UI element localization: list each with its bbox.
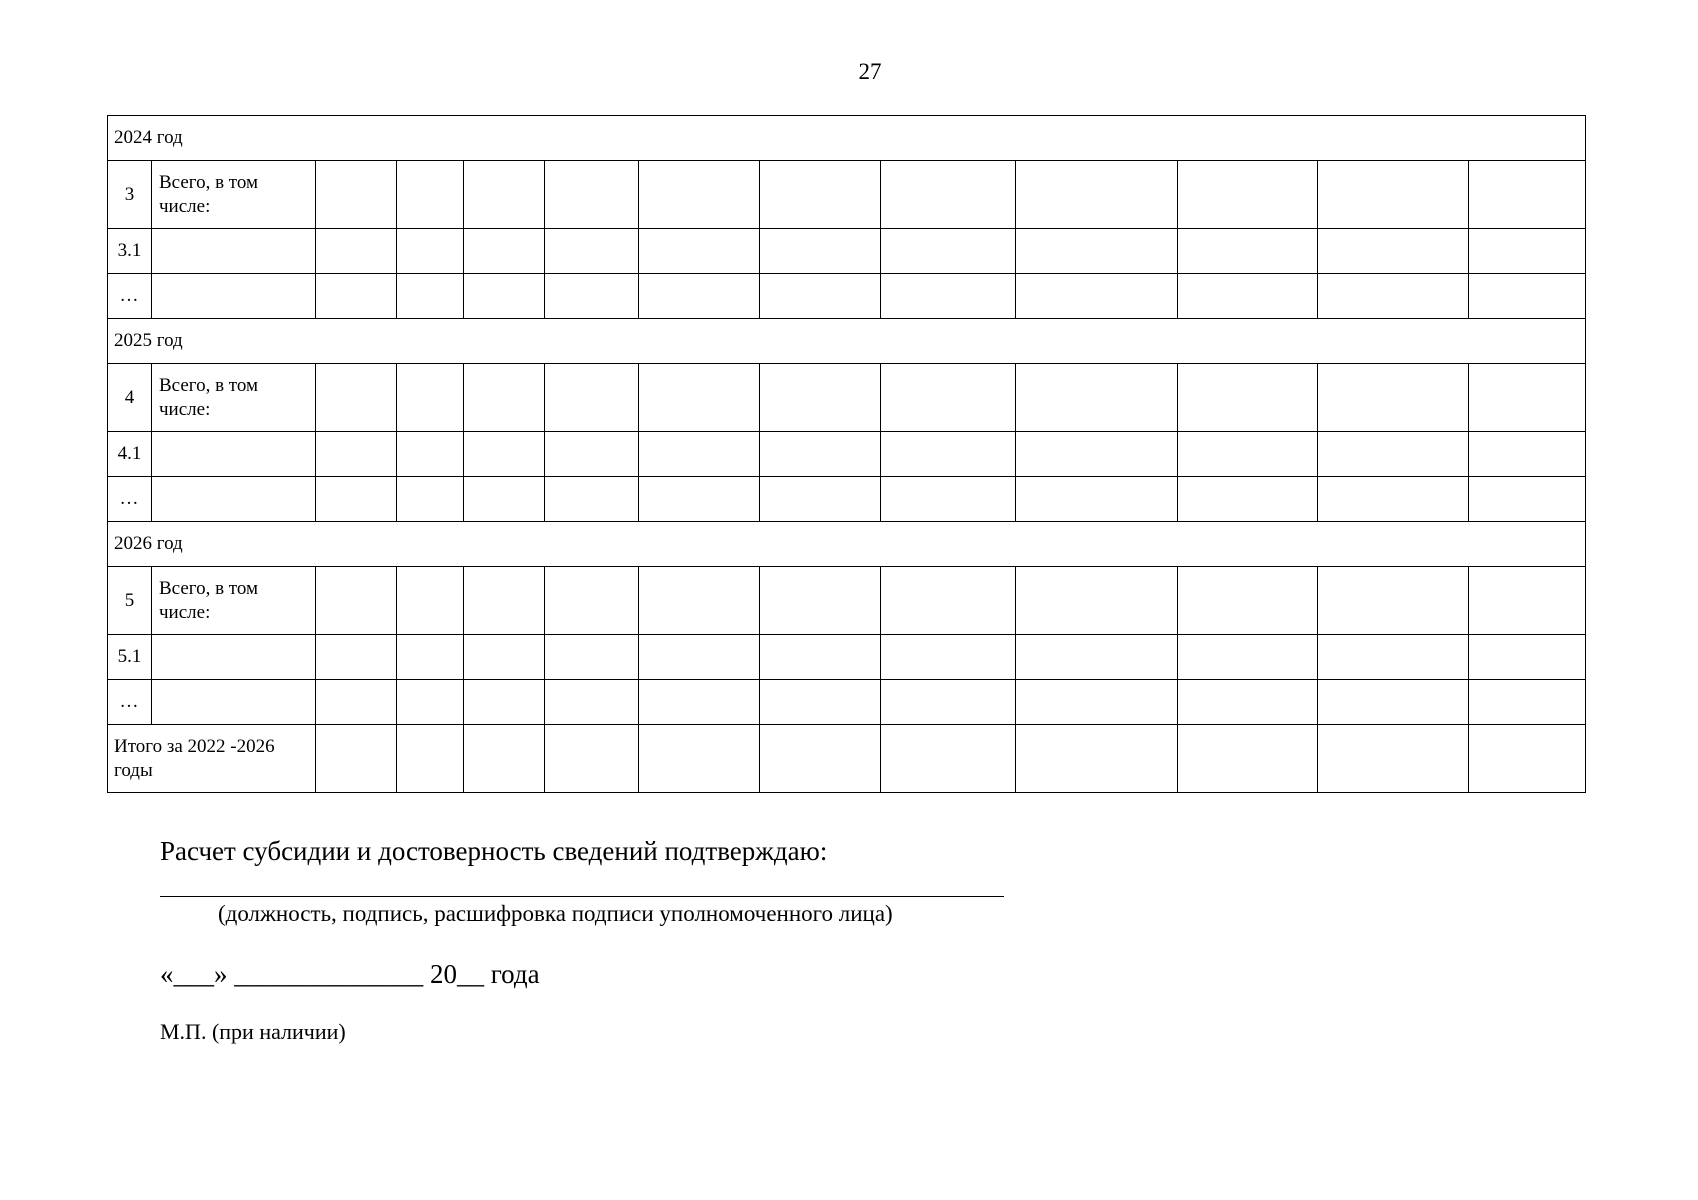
stamp-note: М.П. (при наличии) — [160, 1019, 346, 1044]
row-number: 4.1 — [108, 432, 152, 477]
empty-cell — [397, 229, 464, 274]
row-number: 5 — [108, 567, 152, 635]
empty-cell — [316, 432, 397, 477]
empty-cell — [881, 432, 1016, 477]
empty-cell — [760, 567, 881, 635]
empty-cell — [760, 229, 881, 274]
empty-cell — [545, 477, 639, 522]
empty-cell — [464, 432, 545, 477]
row-number: … — [108, 274, 152, 319]
continuation-row — [108, 274, 1586, 319]
section-total-row — [108, 364, 1586, 432]
empty-cell — [1318, 635, 1469, 680]
empty-cell — [881, 161, 1016, 229]
empty-cell — [1469, 161, 1586, 229]
date-line: «___» ______________ 20__ года — [160, 959, 540, 989]
year-label: 2025 год — [108, 319, 1586, 364]
empty-cell — [316, 161, 397, 229]
empty-cell — [639, 635, 760, 680]
grand-total-label: Итого за 2022 -2026 годы — [108, 725, 316, 793]
empty-cell — [545, 567, 639, 635]
empty-cell — [1469, 635, 1586, 680]
empty-cell — [545, 635, 639, 680]
empty-cell — [1318, 725, 1469, 793]
empty-cell — [1469, 680, 1586, 725]
empty-cell — [881, 274, 1016, 319]
empty-cell — [464, 477, 545, 522]
empty-cell — [545, 229, 639, 274]
empty-cell — [397, 680, 464, 725]
year-label: 2026 год — [108, 522, 1586, 567]
section-total-row — [108, 161, 1586, 229]
row-label — [152, 432, 316, 477]
empty-cell — [545, 432, 639, 477]
section-total-row — [108, 567, 1586, 635]
grand-total-row — [108, 725, 1586, 793]
empty-cell — [639, 274, 760, 319]
empty-cell — [760, 274, 881, 319]
empty-cell — [464, 635, 545, 680]
empty-cell — [1016, 161, 1178, 229]
row-label — [152, 680, 316, 725]
empty-cell — [1318, 274, 1469, 319]
empty-cell — [397, 477, 464, 522]
empty-cell — [316, 635, 397, 680]
empty-cell — [545, 274, 639, 319]
empty-cell — [1016, 274, 1178, 319]
empty-cell — [881, 229, 1016, 274]
year-row — [108, 319, 1586, 364]
continuation-row — [108, 477, 1586, 522]
empty-cell — [464, 161, 545, 229]
empty-cell — [1469, 725, 1586, 793]
empty-cell — [545, 680, 639, 725]
empty-cell — [760, 477, 881, 522]
empty-cell — [464, 567, 545, 635]
empty-cell — [881, 477, 1016, 522]
empty-cell — [397, 432, 464, 477]
empty-cell — [1318, 477, 1469, 522]
empty-cell — [316, 567, 397, 635]
sub-row — [108, 229, 1586, 274]
empty-cell — [1178, 229, 1318, 274]
empty-cell — [760, 635, 881, 680]
empty-cell — [545, 161, 639, 229]
empty-cell — [464, 680, 545, 725]
row-label: Всего, в том числе: — [152, 161, 316, 229]
empty-cell — [639, 567, 760, 635]
empty-cell — [1469, 477, 1586, 522]
empty-cell — [1016, 432, 1178, 477]
empty-cell — [1318, 364, 1469, 432]
empty-cell — [397, 725, 464, 793]
empty-cell — [1016, 635, 1178, 680]
empty-cell — [316, 274, 397, 319]
empty-cell — [316, 680, 397, 725]
empty-cell — [1178, 274, 1318, 319]
empty-cell — [1469, 364, 1586, 432]
empty-cell — [1469, 567, 1586, 635]
row-number: … — [108, 680, 152, 725]
empty-cell — [760, 364, 881, 432]
empty-cell — [1318, 680, 1469, 725]
empty-cell — [1016, 477, 1178, 522]
empty-cell — [316, 229, 397, 274]
empty-cell — [397, 635, 464, 680]
empty-cell — [1318, 567, 1469, 635]
continuation-row — [108, 680, 1586, 725]
empty-cell — [760, 432, 881, 477]
empty-cell — [639, 364, 760, 432]
sub-row — [108, 635, 1586, 680]
empty-cell — [1016, 725, 1178, 793]
signature-caption: (должность, подпись, расшифровка подписи уполномоченного лица) — [218, 901, 893, 926]
empty-cell — [1016, 567, 1178, 635]
empty-cell — [639, 725, 760, 793]
empty-cell — [397, 161, 464, 229]
empty-cell — [760, 680, 881, 725]
empty-cell — [1469, 274, 1586, 319]
row-number: 4 — [108, 364, 152, 432]
row-number: 3 — [108, 161, 152, 229]
empty-cell — [1016, 364, 1178, 432]
sub-row — [108, 432, 1586, 477]
empty-cell — [760, 725, 881, 793]
empty-cell — [639, 432, 760, 477]
empty-cell — [397, 274, 464, 319]
empty-cell — [881, 635, 1016, 680]
empty-cell — [639, 229, 760, 274]
row-number: 3.1 — [108, 229, 152, 274]
empty-cell — [545, 364, 639, 432]
empty-cell — [1318, 229, 1469, 274]
empty-cell — [464, 274, 545, 319]
empty-cell — [1178, 567, 1318, 635]
empty-cell — [464, 229, 545, 274]
empty-cell — [1469, 229, 1586, 274]
empty-cell — [1178, 432, 1318, 477]
row-label — [152, 274, 316, 319]
page-number: 27 — [858, 59, 882, 84]
empty-cell — [881, 567, 1016, 635]
empty-cell — [1469, 432, 1586, 477]
row-label: Всего, в том числе: — [152, 364, 316, 432]
empty-cell — [1016, 229, 1178, 274]
year-row — [108, 116, 1586, 161]
empty-cell — [1318, 161, 1469, 229]
empty-cell — [639, 477, 760, 522]
signature-line — [160, 896, 1004, 897]
year-row — [108, 522, 1586, 567]
row-label — [152, 635, 316, 680]
empty-cell — [316, 364, 397, 432]
empty-cell — [1178, 635, 1318, 680]
empty-cell — [316, 725, 397, 793]
table-body — [108, 116, 1586, 793]
empty-cell — [397, 567, 464, 635]
empty-cell — [464, 364, 545, 432]
confirmation-text: Расчет субсидии и достоверность сведений подтверждаю: — [160, 836, 828, 866]
empty-cell — [1178, 680, 1318, 725]
empty-cell — [1318, 432, 1469, 477]
empty-cell — [881, 725, 1016, 793]
empty-cell — [1178, 364, 1318, 432]
empty-cell — [1016, 680, 1178, 725]
empty-cell — [639, 680, 760, 725]
empty-cell — [881, 364, 1016, 432]
empty-cell — [397, 364, 464, 432]
empty-cell — [1178, 725, 1318, 793]
empty-cell — [316, 477, 397, 522]
subsidy-calculation-table — [107, 115, 1586, 793]
row-label: Всего, в том числе: — [152, 567, 316, 635]
empty-cell — [464, 725, 545, 793]
empty-cell — [639, 161, 760, 229]
row-label — [152, 477, 316, 522]
empty-cell — [760, 161, 881, 229]
row-number: … — [108, 477, 152, 522]
empty-cell — [545, 725, 639, 793]
year-label: 2024 год — [108, 116, 1586, 161]
row-label — [152, 229, 316, 274]
empty-cell — [1178, 477, 1318, 522]
empty-cell — [881, 680, 1016, 725]
row-number: 5.1 — [108, 635, 152, 680]
empty-cell — [1178, 161, 1318, 229]
